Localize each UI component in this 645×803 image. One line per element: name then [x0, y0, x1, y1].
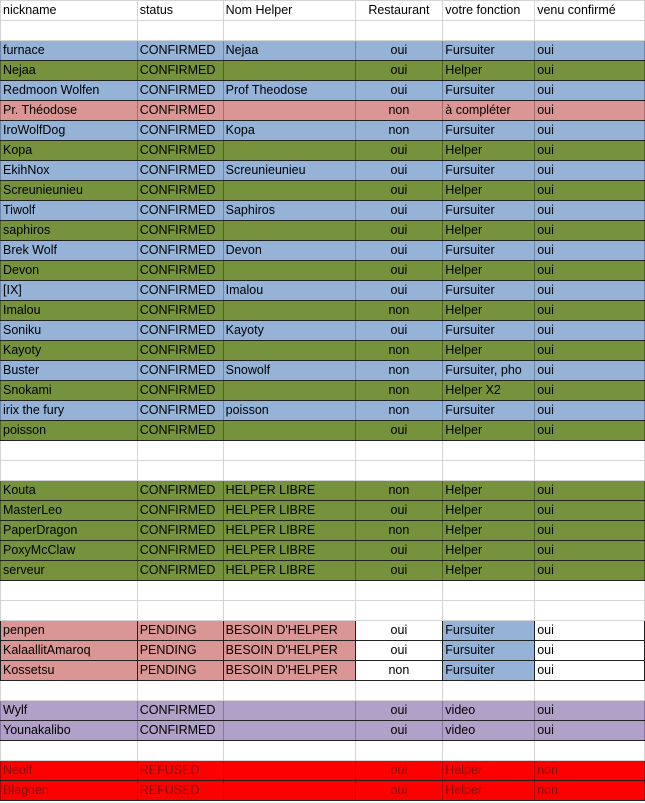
- helper-cell[interactable]: BESOIN D'HELPER: [223, 621, 355, 641]
- header-row: [1, 1, 645, 21]
- status-cell[interactable]: REFUSED: [137, 761, 223, 781]
- venu-confirme-cell[interactable]: oui: [535, 241, 645, 261]
- nickname-cell[interactable]: Pr. Théodose: [1, 101, 138, 121]
- blank-row: [1, 741, 645, 761]
- venu-confirme-cell[interactable]: oui: [535, 541, 645, 561]
- nickname-cell[interactable]: furnace: [1, 41, 138, 61]
- header-venu-confirme[interactable]: venu confirmé: [535, 1, 645, 21]
- nickname-cell[interactable]: MasterLeo: [1, 501, 138, 521]
- restaurant-cell[interactable]: oui: [355, 161, 443, 181]
- table-row: [1, 281, 645, 301]
- table-row: [1, 721, 645, 741]
- restaurant-cell[interactable]: oui: [355, 621, 443, 641]
- nickname-cell[interactable]: Redmoon Wolfen: [1, 81, 138, 101]
- table-row: [1, 241, 645, 261]
- restaurant-cell[interactable]: non: [355, 341, 443, 361]
- nickname-cell[interactable]: Screunieunieu: [1, 181, 138, 201]
- helper-cell[interactable]: poisson: [223, 401, 355, 421]
- restaurant-cell[interactable]: oui: [355, 641, 443, 661]
- table-row: [1, 501, 645, 521]
- status-cell[interactable]: CONFIRMED: [137, 261, 223, 281]
- fonction-cell[interactable]: Helper: [443, 181, 535, 201]
- empty-cell[interactable]: [535, 681, 645, 701]
- empty-cell[interactable]: [355, 461, 443, 481]
- blank-row: [1, 21, 645, 41]
- nickname-cell[interactable]: saphiros: [1, 221, 138, 241]
- status-cell[interactable]: CONFIRMED: [137, 421, 223, 441]
- helper-cell[interactable]: Imalou: [223, 281, 355, 301]
- table-row: [1, 301, 645, 321]
- venu-confirme-cell[interactable]: oui: [535, 181, 645, 201]
- status-cell[interactable]: PENDING: [137, 661, 223, 681]
- status-cell[interactable]: CONFIRMED: [137, 561, 223, 581]
- empty-cell[interactable]: [443, 461, 535, 481]
- fonction-cell[interactable]: Helper: [443, 221, 535, 241]
- restaurant-cell[interactable]: oui: [355, 701, 443, 721]
- restaurant-cell[interactable]: oui: [355, 421, 443, 441]
- helper-cell[interactable]: Nejaa: [223, 41, 355, 61]
- venu-confirme-cell[interactable]: oui: [535, 261, 645, 281]
- nickname-cell[interactable]: Kopa: [1, 141, 138, 161]
- venu-confirme-cell[interactable]: oui: [535, 301, 645, 321]
- venu-confirme-cell[interactable]: oui: [535, 561, 645, 581]
- empty-cell[interactable]: [443, 441, 535, 461]
- empty-cell[interactable]: [355, 441, 443, 461]
- empty-cell[interactable]: [137, 461, 223, 481]
- empty-cell[interactable]: [443, 741, 535, 761]
- header-nom-helper[interactable]: Nom Helper: [223, 1, 355, 21]
- empty-cell[interactable]: [355, 581, 443, 601]
- table-row: [1, 41, 645, 61]
- table-row: [1, 541, 645, 561]
- empty-cell[interactable]: [137, 581, 223, 601]
- empty-cell[interactable]: [1, 681, 138, 701]
- venu-confirme-cell[interactable]: oui: [535, 701, 645, 721]
- empty-cell[interactable]: [355, 601, 443, 621]
- restaurant-cell[interactable]: non: [355, 481, 443, 501]
- empty-cell[interactable]: [443, 681, 535, 701]
- table-row: [1, 361, 645, 381]
- fonction-cell[interactable]: Fursuiter, pho: [443, 361, 535, 381]
- nickname-cell[interactable]: Brek Wolf: [1, 241, 138, 261]
- restaurant-cell[interactable]: oui: [355, 501, 443, 521]
- venu-confirme-cell[interactable]: oui: [535, 361, 645, 381]
- table-row: [1, 141, 645, 161]
- empty-cell[interactable]: [1, 441, 138, 461]
- fonction-cell[interactable]: video: [443, 721, 535, 741]
- fonction-cell[interactable]: Helper: [443, 61, 535, 81]
- restaurant-cell[interactable]: oui: [355, 61, 443, 81]
- fonction-cell[interactable]: video: [443, 701, 535, 721]
- fonction-cell[interactable]: Helper: [443, 301, 535, 321]
- table-row: [1, 261, 645, 281]
- restaurant-cell[interactable]: non: [355, 301, 443, 321]
- header-status[interactable]: status: [137, 1, 223, 21]
- fonction-cell[interactable]: Helper X2: [443, 381, 535, 401]
- venu-confirme-cell[interactable]: oui: [535, 141, 645, 161]
- status-cell[interactable]: CONFIRMED: [137, 81, 223, 101]
- empty-cell[interactable]: [223, 741, 355, 761]
- empty-cell[interactable]: [355, 741, 443, 761]
- helper-cell[interactable]: BESOIN D'HELPER: [223, 661, 355, 681]
- empty-cell[interactable]: [535, 441, 645, 461]
- empty-cell[interactable]: [1, 21, 138, 41]
- empty-cell[interactable]: [1, 461, 138, 481]
- header-nickname[interactable]: nickname: [1, 1, 138, 21]
- status-cell[interactable]: CONFIRMED: [137, 701, 223, 721]
- venu-confirme-cell[interactable]: oui: [535, 321, 645, 341]
- restaurant-cell[interactable]: non: [355, 121, 443, 141]
- helper-cell[interactable]: Snowolf: [223, 361, 355, 381]
- status-cell[interactable]: CONFIRMED: [137, 541, 223, 561]
- nickname-cell[interactable]: Buster: [1, 361, 138, 381]
- empty-cell[interactable]: [137, 21, 223, 41]
- restaurant-cell[interactable]: oui: [355, 181, 443, 201]
- table-row: [1, 221, 645, 241]
- fonction-cell[interactable]: Fursuiter: [443, 321, 535, 341]
- fonction-cell[interactable]: Helper: [443, 781, 535, 801]
- venu-confirme-cell[interactable]: oui: [535, 201, 645, 221]
- venu-confirme-cell[interactable]: non: [535, 761, 645, 781]
- empty-cell[interactable]: [443, 21, 535, 41]
- status-cell[interactable]: PENDING: [137, 621, 223, 641]
- helper-cell[interactable]: HELPER LIBRE: [223, 481, 355, 501]
- empty-cell[interactable]: [535, 581, 645, 601]
- status-cell[interactable]: CONFIRMED: [137, 721, 223, 741]
- fonction-cell[interactable]: Helper: [443, 141, 535, 161]
- fonction-cell[interactable]: Helper: [443, 521, 535, 541]
- venu-confirme-cell[interactable]: oui: [535, 381, 645, 401]
- venu-confirme-cell[interactable]: oui: [535, 661, 645, 681]
- restaurant-cell[interactable]: oui: [355, 541, 443, 561]
- table-row: [1, 161, 645, 181]
- venu-confirme-cell[interactable]: oui: [535, 41, 645, 61]
- empty-cell[interactable]: [355, 681, 443, 701]
- nickname-cell[interactable]: Neolf: [1, 761, 138, 781]
- helper-cell[interactable]: [223, 341, 355, 361]
- venu-confirme-cell[interactable]: oui: [535, 221, 645, 241]
- fonction-cell[interactable]: Fursuiter: [443, 621, 535, 641]
- table-row: [1, 341, 645, 361]
- table-row: [1, 521, 645, 541]
- venu-confirme-cell[interactable]: oui: [535, 421, 645, 441]
- nickname-cell[interactable]: Younakalibo: [1, 721, 138, 741]
- table-row: [1, 661, 645, 681]
- nickname-cell[interactable]: KalaallitAmaroq: [1, 641, 138, 661]
- empty-cell[interactable]: [223, 21, 355, 41]
- status-cell[interactable]: CONFIRMED: [137, 201, 223, 221]
- nickname-cell[interactable]: PoxyMcClaw: [1, 541, 138, 561]
- fonction-cell[interactable]: Fursuiter: [443, 641, 535, 661]
- nickname-cell[interactable]: penpen: [1, 621, 138, 641]
- empty-cell[interactable]: [223, 441, 355, 461]
- venu-confirme-cell[interactable]: oui: [535, 481, 645, 501]
- restaurant-cell[interactable]: oui: [355, 561, 443, 581]
- status-cell[interactable]: CONFIRMED: [137, 221, 223, 241]
- helper-cell[interactable]: [223, 421, 355, 441]
- helper-cell[interactable]: Screunieunieu: [223, 161, 355, 181]
- nickname-cell[interactable]: Imalou: [1, 301, 138, 321]
- fonction-cell[interactable]: Fursuiter: [443, 241, 535, 261]
- fonction-cell[interactable]: Helper: [443, 481, 535, 501]
- table-row: [1, 621, 645, 641]
- blank-row: [1, 681, 645, 701]
- restaurant-cell[interactable]: oui: [355, 201, 443, 221]
- venu-confirme-cell[interactable]: oui: [535, 641, 645, 661]
- status-cell[interactable]: CONFIRMED: [137, 61, 223, 81]
- empty-cell[interactable]: [223, 601, 355, 621]
- header-restaurant[interactable]: Restaurant: [355, 1, 443, 21]
- restaurant-cell[interactable]: oui: [355, 41, 443, 61]
- status-cell[interactable]: CONFIRMED: [137, 301, 223, 321]
- fonction-cell[interactable]: Fursuiter: [443, 81, 535, 101]
- table-row: [1, 121, 645, 141]
- table-row: [1, 701, 645, 721]
- status-cell[interactable]: CONFIRMED: [137, 361, 223, 381]
- nickname-cell[interactable]: Blagden: [1, 781, 138, 801]
- restaurant-cell[interactable]: oui: [355, 721, 443, 741]
- blank-row: [1, 581, 645, 601]
- venu-confirme-cell[interactable]: oui: [535, 341, 645, 361]
- restaurant-cell[interactable]: oui: [355, 141, 443, 161]
- helper-cell[interactable]: Kopa: [223, 121, 355, 141]
- status-cell[interactable]: CONFIRMED: [137, 41, 223, 61]
- table-row: [1, 761, 645, 781]
- status-cell[interactable]: CONFIRMED: [137, 241, 223, 261]
- fonction-cell[interactable]: à compléter: [443, 101, 535, 121]
- fonction-cell[interactable]: Helper: [443, 261, 535, 281]
- table-row: [1, 61, 645, 81]
- status-cell[interactable]: CONFIRMED: [137, 381, 223, 401]
- helper-cell[interactable]: HELPER LIBRE: [223, 561, 355, 581]
- helper-cell[interactable]: [223, 261, 355, 281]
- table-row: [1, 481, 645, 501]
- nickname-cell[interactable]: poisson: [1, 421, 138, 441]
- fonction-cell[interactable]: Helper: [443, 341, 535, 361]
- helper-cell[interactable]: [223, 721, 355, 741]
- empty-cell[interactable]: [355, 21, 443, 41]
- status-cell[interactable]: PENDING: [137, 641, 223, 661]
- table-row: [1, 101, 645, 121]
- blank-row: [1, 601, 645, 621]
- status-cell[interactable]: CONFIRMED: [137, 281, 223, 301]
- venu-confirme-cell[interactable]: oui: [535, 501, 645, 521]
- status-cell[interactable]: CONFIRMED: [137, 481, 223, 501]
- helper-cell[interactable]: [223, 101, 355, 121]
- nickname-cell[interactable]: EkihNox: [1, 161, 138, 181]
- restaurant-cell[interactable]: non: [355, 661, 443, 681]
- empty-cell[interactable]: [535, 601, 645, 621]
- restaurant-cell[interactable]: non: [355, 521, 443, 541]
- helper-cell[interactable]: Saphiros: [223, 201, 355, 221]
- venu-confirme-cell[interactable]: oui: [535, 401, 645, 421]
- blank-row: [1, 461, 645, 481]
- venu-confirme-cell[interactable]: oui: [535, 161, 645, 181]
- helper-cell[interactable]: [223, 781, 355, 801]
- empty-cell[interactable]: [223, 461, 355, 481]
- venu-confirme-cell[interactable]: oui: [535, 521, 645, 541]
- status-cell[interactable]: CONFIRMED: [137, 181, 223, 201]
- blank-row: [1, 441, 645, 461]
- nickname-cell[interactable]: Snokami: [1, 381, 138, 401]
- helper-cell[interactable]: Kayoty: [223, 321, 355, 341]
- venu-confirme-cell[interactable]: oui: [535, 61, 645, 81]
- nickname-cell[interactable]: Kouta: [1, 481, 138, 501]
- fonction-cell[interactable]: Fursuiter: [443, 41, 535, 61]
- restaurant-cell[interactable]: oui: [355, 281, 443, 301]
- helper-cell[interactable]: [223, 181, 355, 201]
- helper-cell[interactable]: [223, 701, 355, 721]
- nickname-cell[interactable]: Soniku: [1, 321, 138, 341]
- fonction-cell[interactable]: Fursuiter: [443, 401, 535, 421]
- table-row: [1, 781, 645, 801]
- table-row: [1, 641, 645, 661]
- status-cell[interactable]: CONFIRMED: [137, 141, 223, 161]
- helper-cell[interactable]: HELPER LIBRE: [223, 501, 355, 521]
- empty-cell[interactable]: [1, 581, 138, 601]
- restaurant-cell[interactable]: non: [355, 101, 443, 121]
- restaurant-cell[interactable]: non: [355, 361, 443, 381]
- venu-confirme-cell[interactable]: oui: [535, 81, 645, 101]
- empty-cell[interactable]: [137, 441, 223, 461]
- table-row: [1, 421, 645, 441]
- status-cell[interactable]: REFUSED: [137, 781, 223, 801]
- fonction-cell[interactable]: Fursuiter: [443, 201, 535, 221]
- restaurant-cell[interactable]: oui: [355, 781, 443, 801]
- status-cell[interactable]: CONFIRMED: [137, 501, 223, 521]
- status-cell[interactable]: CONFIRMED: [137, 321, 223, 341]
- nickname-cell[interactable]: Kayoty: [1, 341, 138, 361]
- helper-cell[interactable]: Prof Theodose: [223, 81, 355, 101]
- fonction-cell[interactable]: Fursuiter: [443, 161, 535, 181]
- nickname-cell[interactable]: PaperDragon: [1, 521, 138, 541]
- table-row: [1, 201, 645, 221]
- nickname-cell[interactable]: IroWolfDog: [1, 121, 138, 141]
- empty-cell[interactable]: [137, 601, 223, 621]
- empty-cell[interactable]: [223, 681, 355, 701]
- empty-cell[interactable]: [443, 601, 535, 621]
- empty-cell[interactable]: [1, 741, 138, 761]
- helper-cell[interactable]: [223, 221, 355, 241]
- venu-confirme-cell[interactable]: oui: [535, 621, 645, 641]
- empty-cell[interactable]: [223, 581, 355, 601]
- helper-cell[interactable]: [223, 61, 355, 81]
- nickname-cell[interactable]: [IX]: [1, 281, 138, 301]
- nickname-cell[interactable]: Devon: [1, 261, 138, 281]
- fonction-cell[interactable]: Helper: [443, 761, 535, 781]
- venu-confirme-cell[interactable]: oui: [535, 721, 645, 741]
- restaurant-cell[interactable]: oui: [355, 321, 443, 341]
- empty-cell[interactable]: [137, 681, 223, 701]
- venu-confirme-cell[interactable]: oui: [535, 121, 645, 141]
- restaurant-cell[interactable]: oui: [355, 81, 443, 101]
- fonction-cell[interactable]: Helper: [443, 561, 535, 581]
- helper-cell[interactable]: [223, 141, 355, 161]
- empty-cell[interactable]: [535, 461, 645, 481]
- venu-confirme-cell[interactable]: oui: [535, 281, 645, 301]
- helper-cell[interactable]: Devon: [223, 241, 355, 261]
- fonction-cell[interactable]: Helper: [443, 501, 535, 521]
- fonction-cell[interactable]: Helper: [443, 421, 535, 441]
- status-cell[interactable]: CONFIRMED: [137, 341, 223, 361]
- venu-confirme-cell[interactable]: non: [535, 781, 645, 801]
- status-cell[interactable]: CONFIRMED: [137, 521, 223, 541]
- fonction-cell[interactable]: Fursuiter: [443, 281, 535, 301]
- restaurant-cell[interactable]: oui: [355, 241, 443, 261]
- status-cell[interactable]: CONFIRMED: [137, 161, 223, 181]
- nickname-cell[interactable]: Nejaa: [1, 61, 138, 81]
- table-row: [1, 401, 645, 421]
- restaurant-cell[interactable]: oui: [355, 761, 443, 781]
- status-cell[interactable]: CONFIRMED: [137, 401, 223, 421]
- status-cell[interactable]: CONFIRMED: [137, 121, 223, 141]
- table-row: [1, 381, 645, 401]
- helper-cell[interactable]: [223, 381, 355, 401]
- helper-cell[interactable]: [223, 761, 355, 781]
- empty-cell[interactable]: [535, 21, 645, 41]
- restaurant-cell[interactable]: non: [355, 381, 443, 401]
- restaurant-cell[interactable]: oui: [355, 221, 443, 241]
- empty-cell[interactable]: [137, 741, 223, 761]
- nickname-cell[interactable]: serveur: [1, 561, 138, 581]
- restaurant-cell[interactable]: oui: [355, 261, 443, 281]
- table-row: [1, 181, 645, 201]
- fonction-cell[interactable]: Helper: [443, 541, 535, 561]
- table-row: [1, 81, 645, 101]
- nickname-cell[interactable]: Tiwolf: [1, 201, 138, 221]
- fonction-cell[interactable]: Fursuiter: [443, 661, 535, 681]
- helper-cell[interactable]: [223, 301, 355, 321]
- table-row: [1, 321, 645, 341]
- restaurant-cell[interactable]: non: [355, 401, 443, 421]
- helper-cell[interactable]: BESOIN D'HELPER: [223, 641, 355, 661]
- fonction-cell[interactable]: Fursuiter: [443, 121, 535, 141]
- nickname-cell[interactable]: Wylf: [1, 701, 138, 721]
- helper-cell[interactable]: HELPER LIBRE: [223, 521, 355, 541]
- nickname-cell[interactable]: Kossetsu: [1, 661, 138, 681]
- empty-cell[interactable]: [535, 741, 645, 761]
- table-row: [1, 561, 645, 581]
- venu-confirme-cell[interactable]: oui: [535, 101, 645, 121]
- helper-cell[interactable]: HELPER LIBRE: [223, 541, 355, 561]
- empty-cell[interactable]: [443, 581, 535, 601]
- sheet-body: [1, 21, 645, 801]
- nickname-cell[interactable]: irix the fury: [1, 401, 138, 421]
- header-votre-fonction[interactable]: votre fonction: [443, 1, 535, 21]
- status-cell[interactable]: CONFIRMED: [137, 101, 223, 121]
- empty-cell[interactable]: [1, 601, 138, 621]
